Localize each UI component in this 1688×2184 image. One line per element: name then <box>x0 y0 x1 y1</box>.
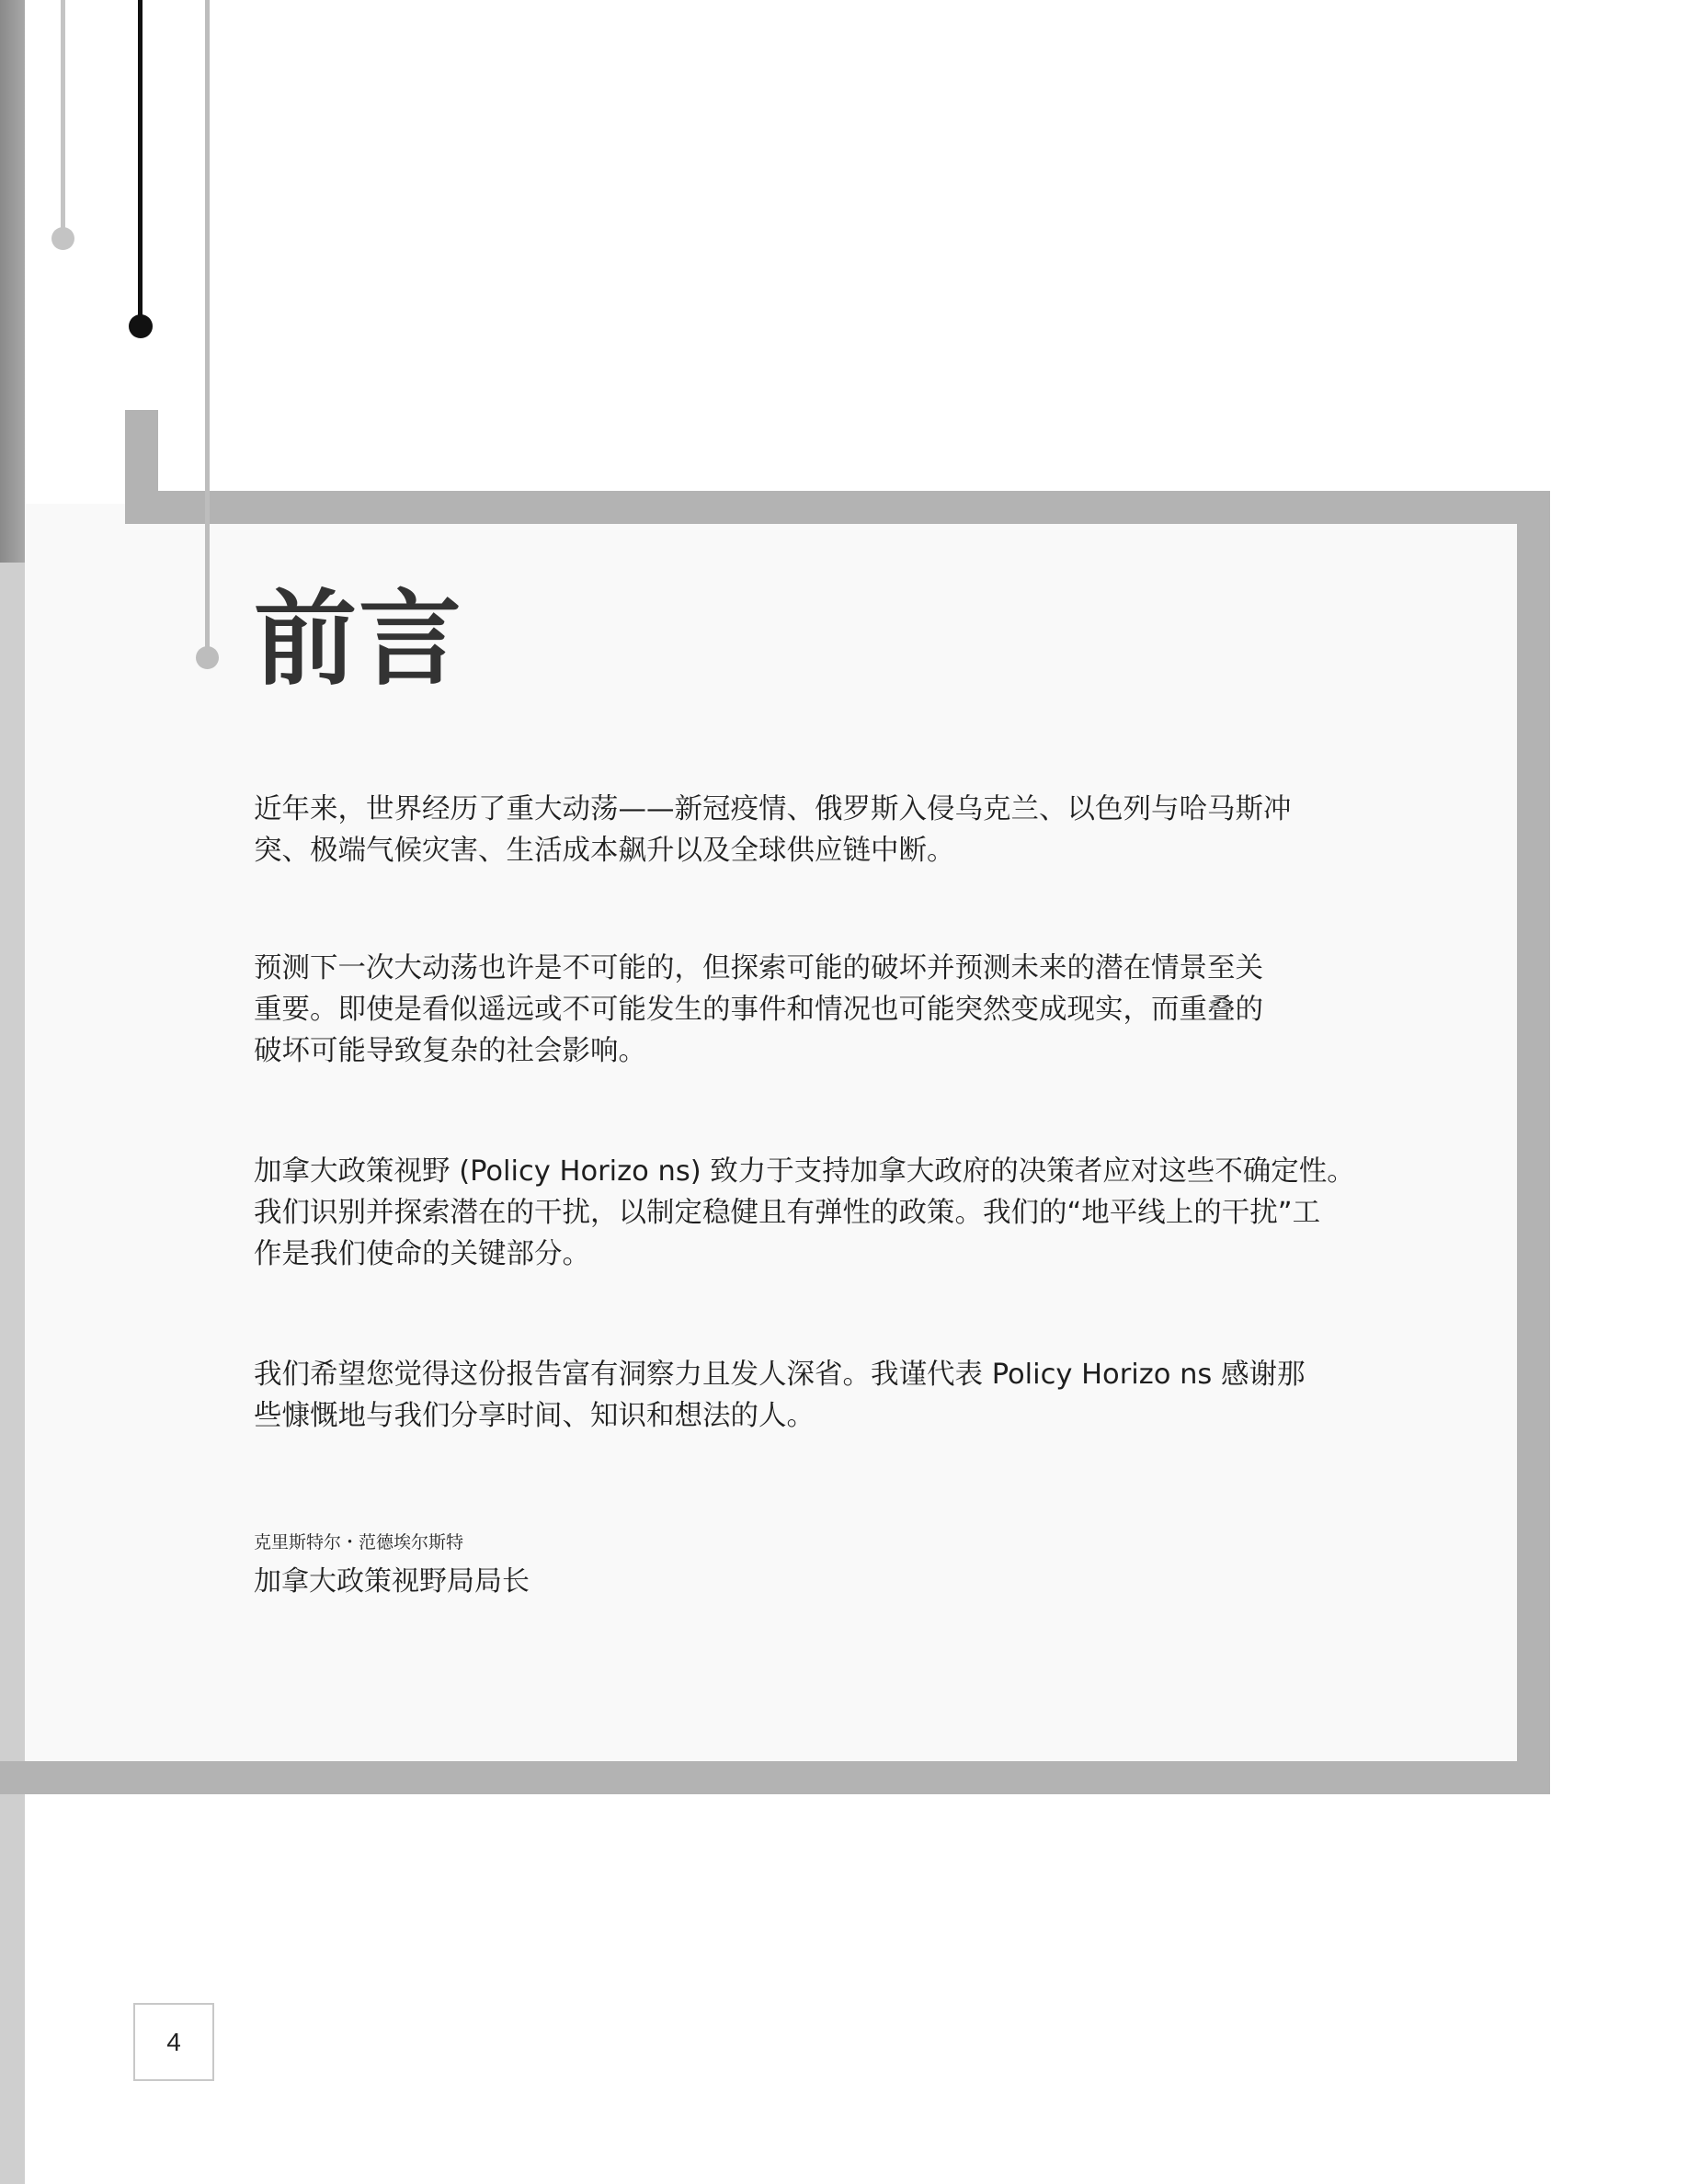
decorative-line-grey <box>61 0 65 237</box>
signature-name: 克里斯特尔・范德埃尔斯特 <box>254 1532 464 1553</box>
panel-frame-right <box>1517 491 1550 1794</box>
heading-marker-line <box>205 0 210 658</box>
signature-title: 加拿大政策视野局局长 <box>254 1565 530 1598</box>
page-number: 4 <box>133 2003 214 2081</box>
page-title: 前言 <box>254 580 463 700</box>
paragraph-1: 近年来，世界经历了重大动荡——新冠疫情、俄罗斯入侵乌克兰、以色列与哈马斯冲 突、极端气候灾害、生活成本飙升以及全球供应链中断。 <box>254 793 1292 867</box>
foreword-content <box>254 580 1412 1598</box>
heading-marker-dot <box>196 646 219 669</box>
paragraph-2: 预测下一次大动荡也许是不可能的，但探索可能的破坏并预测未来的潜在情景至关 重要。即使是看似遥远或不可能发生的事件和情况也可能突然变成现实，而重叠的 破坏可能导致复杂的社会影响。 <box>254 952 1263 1067</box>
panel-frame-top <box>125 491 1550 524</box>
left-border-accent <box>0 0 25 563</box>
paragraph-3: 加拿大政策视野 (Policy Horizo ns) 致力于支持加拿大政府的决策者应对这些不确定性。 我们识别并探索潜在的干扰，以制定稳健且有弹性的政策。我们的“地平线上的干扰”工 作是我们使命的关键部分。 <box>254 1155 1355 1270</box>
decorative-line-black <box>138 0 143 325</box>
panel-frame-tab <box>125 410 158 524</box>
panel-frame-bottom <box>0 1761 1550 1794</box>
decorative-dot-black <box>129 314 153 338</box>
decorative-dot-grey <box>51 227 74 250</box>
paragraph-4: 我们希望您觉得这份报告富有洞察力且发人深省。我谨代表 Policy Horizo ns 感谢那 些慷慨地与我们分享时间、知识和想法的人。 <box>254 1359 1306 1432</box>
content-panel <box>25 504 1517 1761</box>
